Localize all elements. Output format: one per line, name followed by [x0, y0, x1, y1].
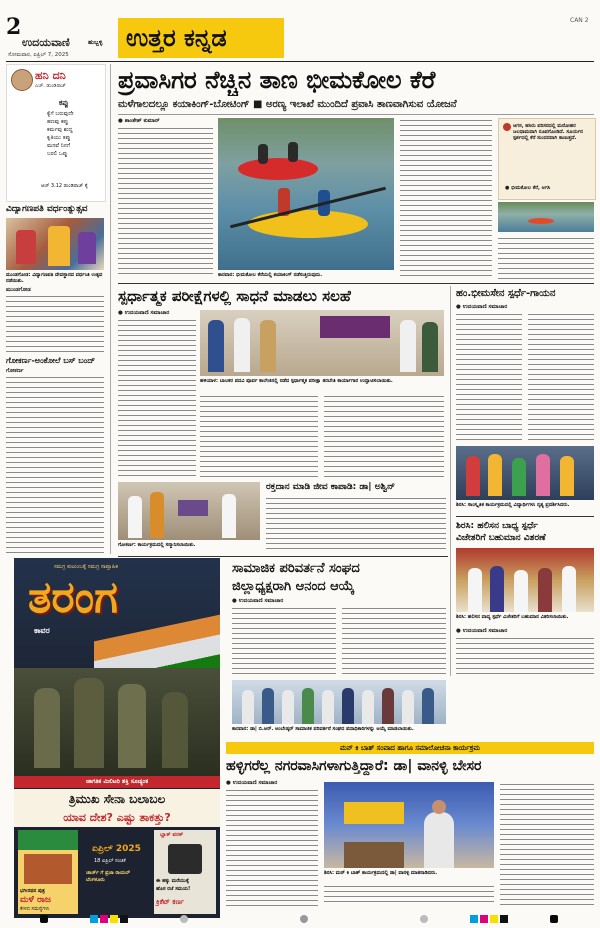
ad-left-title: ಮಳೆ ರಾಜ [20, 895, 51, 905]
social-group-photo [232, 680, 446, 724]
ad-right-label: ಬ್ಲಾಕ್ ವರಕ್ [160, 832, 184, 838]
social-caption: ಕಾರವಾರ: ಡಾ| ಬಿ.ಆರ್. ಅಂಬೇಡ್ಕರ್ ಸಾಮಾಜಿಕ ಪರಿವರ್ತನೆ ಸಂಘದ ಪದಾಧಿಕಾರಿಗಳನ್ನು ಆಯ್ಕೆ ಮಾಡಲಾಯಿತು. [232, 726, 414, 732]
blood-headline: ರಕ್ತದಾನ ಮಾಡಿ ಜೀವ ಕಾಪಾಡಿ: ಡಾ| ಅಶ್ವಿನ್ [266, 482, 396, 492]
lead-caption: ಕಾರವಾರ: ಭೀಮಕೋಲ ಕೆರೆಯಲ್ಲಿ ಕಯಾಕಿಂಗ್ ನಡೆಸುತ್ತಿರುವುದು. [218, 272, 323, 278]
ad-banner: ಜಾಗತಿಕ ಮಿಲಿಟರಿ ಶಕ್ತಿ ಸೂಚ್ಯಂಕ [14, 776, 220, 788]
edition-city: ಹುಬ್ಬಳ್ಳಿ [88, 39, 103, 46]
left-story1-body [6, 294, 104, 354]
mann-ki-baat-caption: ಶಿರಸಿ: ಮನ್ ಕಿ ಬಾತ್ ಕಾರ್ಯಕ್ರಮದಲ್ಲಿ ಡಾ| ವಾನಳ್ಳಿ ಮಾತನಾಡಿದರು. [324, 870, 438, 876]
honey-logo: ಹನಿ ದನಿ [35, 69, 66, 82]
exam-caption: ಹಳಿಯಾಳ: ಬಾಲಕರ ಪದವಿ ಪೂರ್ವ ಕಾಲೇಜಿನಲ್ಲಿ ನಡೆದ ಸ್ಪರ್ಧಾತ್ಮಕ ಪರೀಕ್ಷಾ ತರಬೇತಿ ಕಾರ್ಯಾಗಾರ ಉದ್ಘಾಟಿಸಲಾಯಿತು. [200, 378, 393, 384]
temple-photo [6, 218, 104, 270]
right1-body-col2 [528, 312, 594, 442]
right1-byline: ● ಉದಯವಾಣಿ ಸಮಾಚಾರ [456, 304, 508, 310]
exam-body-col2 [200, 394, 318, 478]
ad-right-text2: ಹೊಸ ರಜೆ ಸಮಯ! [156, 886, 191, 892]
gokarna-caption: ಗೋಕರ್ಣ: ಕಾರ್ಯಕ್ರಮದಲ್ಲಿ ಸನ್ಮಾನಿಸಲಾಯಿತು. [118, 542, 196, 548]
poem-line: ಕೃತಿಯು ತಪ್ಪು [47, 135, 71, 141]
newspaper-logo: ಉದಯವಾಣಿ [22, 36, 70, 49]
ad-issue-date: ಏಪ್ರಿಲ್ 2025 [92, 844, 141, 854]
masthead-rule [6, 61, 594, 62]
exam-headline: ಸ್ಪರ್ಧಾತ್ಮಕ ಪರೀಕ್ಷೆಗಳಲ್ಲಿ ಸಾಧನೆ ಮಾಡಲು ಸಲಹೆ [118, 287, 351, 305]
poet-avatar [11, 69, 33, 91]
speaker-photo [324, 782, 494, 868]
info-box-icon [503, 123, 511, 131]
right1-body-col1 [456, 312, 522, 442]
social-headline-2: ಜಿಲ್ಲಾಧ್ಯಕ್ಷರಾಗಿ ಆನಂದ ಆಯ್ಕೆ [232, 579, 355, 594]
right2-headline-2: ವಿಜೇತರಿಗೆ ಬಹುಮಾನ ವಿತರಣೆ [456, 533, 546, 543]
lead-body-col3 [498, 236, 594, 280]
left-story1-dateline: ಮುಂಡಗೋಡ [6, 287, 31, 293]
lead-body-col1 [118, 126, 213, 276]
right2-headline-1: ಶಿರಸಿ: ಹಲಿಸನ ಬಾಧ್ಯ ಸ್ಪರ್ಧೆ [456, 521, 538, 531]
ad-right-title: ಕ್ರಿಕೆಟ್ ಕರ್ಣ [156, 898, 185, 906]
social-body-col1 [232, 606, 336, 678]
exam-body-col1 [118, 318, 196, 478]
dance-caption: ಶಿರಸಿ: ಸಾಂಸ್ಕೃತಿಕ ಕಾರ್ಯಕ್ರಮದಲ್ಲಿ ವಿದ್ಯಾರ್ಥಿಗಳು ನೃತ್ಯ ಪ್ರದರ್ಶಿಸಿದರು. [456, 502, 570, 508]
mann-ki-baat-body-col2 [324, 884, 494, 906]
left-story2-headline: ಗೋಕರ್ಣ-ಅಂಕೋಲೆ ಬಸ್ ಬಂದ್ [6, 356, 95, 365]
lead-bottom-rule [118, 283, 594, 284]
lead-rule [118, 114, 594, 115]
issue-date: ಸೋಮವಾರ, ಏಪ್ರಿಲ್ 7, 2025 [8, 52, 69, 58]
social-body-col2 [342, 606, 446, 678]
ad-left-foot: ಕೇಳದ ಸಮಸ್ಯೆಗಳು [20, 906, 50, 912]
poem-line: ಕರ್ಮವು ಶುದ್ಧ [47, 127, 73, 133]
mann-ki-baat-headline: ಹಳ್ಳಿಗರೆಲ್ಲ ನಗರವಾಸಿಗಳಾಗುತ್ತಿದ್ದಾರೆ: ಡಾ| ವಾನಳ್ಳಿ ಬೇಸರ [226, 758, 482, 774]
poem-line: ಬರಲಿ ಒಪ್ಪು [47, 151, 68, 157]
page-tag: CAN 2 [570, 17, 589, 24]
poet-name: ಎಚ್. ಡುಂಡಿರಾಜ್ [35, 83, 66, 89]
right2-body [456, 636, 594, 674]
exam-body-col3 [324, 394, 444, 478]
prize-photo [456, 548, 594, 612]
exam-photo [200, 310, 444, 376]
page-number: 2 [6, 14, 22, 40]
blood-body [266, 496, 446, 550]
ad-subtitle: ಕಾವರ [34, 626, 50, 635]
mann-ki-baat-strip: ಮನ್ ಕಿ ಬಾತ್ ಸಂವಾದ ಹಾಗೂ ಸಮಾಲೋಚನಾ ಕಾರ್ಯಕ್ರಮ [226, 742, 594, 754]
ad-brand-logo: ತರಂಗ [28, 572, 118, 623]
social-headline-1: ಸಾಮಾಜಿಕ ಪರಿವರ್ತನೆ ಸಂಘದ [232, 561, 360, 576]
exam-byline: ● ಉದಯವಾಣಿ ಸಮಾಚಾರ [118, 310, 170, 316]
mann-ki-baat-body-col1 [226, 788, 318, 906]
gokarna-photo [118, 482, 260, 540]
column-divider [110, 64, 111, 554]
right2-byline: ● ಉದಯವಾಣಿ ಸಮಾಚಾರ [456, 628, 508, 634]
poem-line: ಮನವೆ ನಿನಗೆ [47, 143, 71, 149]
ad-tagline: ಸಮಗ್ರ ಕುಟುಂಬಕ್ಕೆ ಸಮಗ್ರ ಸಾಪ್ತಾಹಿಕ [54, 564, 118, 570]
taranga-ad[interactable] [14, 558, 220, 918]
lead-byline: ● ಶಾಂತೇಶ್ ಕುಮಾರ್ [118, 118, 160, 124]
mann-ki-baat-byline: ● ಉದಯವಾಣಿ ಸಮಾಚಾರ [226, 780, 278, 786]
lake-photo [498, 202, 594, 232]
section-title: ಉತ್ತರ ಕನ್ನಡ [126, 24, 227, 52]
prize-caption: ಶಿರಸಿ: ಹಲಿಸನ ವಾದ್ಯ ಸ್ಪರ್ಧೆ ವಿಜೇತರಿಗೆ ಬಹುಮಾನ ವಿತರಿಸಲಾಯಿತು. [456, 614, 569, 620]
ad-headline-2: ಯಾವ ದೇಶ? ಎಷ್ಟು ತಾಕತ್ತು? [14, 809, 220, 827]
social-byline: ● ಉದಯವಾಣಿ ಸಮಾಚಾರ [232, 598, 284, 604]
exam-bottom-rule [118, 556, 448, 557]
poem-signature: ಆಚ್ 3.12 ಡುಂಡಿರಾಜ್ ಕೈ [41, 183, 89, 189]
left-story2-dateline: ಗೋಕರ್ಣ [6, 368, 24, 374]
left-story1-caption: ಮುಂಡಗೋಡ: ವಿದ್ಯಾಗಣಪತಿ ದೇವಸ್ಥಾನದ ವರ್ಧಂತಿ ಉತ್ಸವ ನಡೆಯಿತು. [6, 272, 103, 284]
poem-line: ಹಣವು ಕಪ್ಪು [47, 119, 69, 125]
ad-right-text1: ಈ ಹಕ್ಕು ಮರೆಯುಕ್ಕೆ [156, 878, 189, 884]
poem-line: ಕ್ಯೆಗೆ ಬರುವುದೇ [47, 111, 74, 117]
ad-left-label: ಭಗೀರಥನ ಪುತ್ರ [20, 888, 45, 894]
lead-headline: ಪ್ರವಾಸಿಗರ ನೆಚ್ಚಿನ ತಾಣ ಭೀಮಕೋಲ ಕೆರೆ [118, 66, 436, 94]
left-story1-headline: ವಿದ್ಯಾಗಣಪತಿ ವರ್ಧಂತ್ಯುತ್ಸವ [6, 204, 88, 214]
mann-ki-baat-body-col3 [500, 782, 594, 906]
lead-body-col2 [400, 118, 492, 280]
lead-info-box [498, 118, 596, 200]
kayak-photo [218, 118, 394, 270]
honey-poem-box [6, 64, 106, 202]
info-box-text: ಆಗಸ, ಹಸಿರು ಪರಿಸರದಲ್ಲಿ ಮನೋಹರ ಜಲಧಾಮವಾಗಿ ರೂಪಗೊಂಡಿದೆ. ಸೂರ್ಯನ ಸ್ಪರ್ಶದಲ್ಲಿ ಕೆರೆ ಸುಂದರವಾಗಿ ಕಾಣುತ್ತದೆ. [513, 123, 583, 141]
soldiers-graphic [14, 668, 220, 778]
right-column-divider [450, 286, 451, 676]
registration-strip [0, 912, 600, 926]
dance-photo [456, 446, 594, 500]
right1-headline: ಹಂ.ಭೀಮಸೇನ ಸ್ಪರ್ಧೆ-ಗಾಯನ [456, 288, 556, 299]
ad-mid-note: ಜಾರ್ಜ್ ಗೆ ಪ್ರಜಾ ರಾಯಲ್ ಬೆಂಗಳೂರು [86, 870, 130, 883]
info-box-byline: ● ಭೀಮಕೋಲ ಕೆರೆ, ಅಗಸಿ [505, 185, 551, 191]
lead-subheadline: ಮಳೆಗಾಲದಲ್ಲೂ ಕಯಾಕಿಂಗ್-ಬೋಟಿಂಗ್ ■ ಅರಣ್ಯ ಇಲಾಖೆ ಮುಂದಿದೆ ಪ್ರವಾಸಿ ತಾಣವಾಗಿಸುವ ಯೋಜನೆ [118, 99, 457, 110]
poem-title: ಕಪ್ಪು [59, 99, 69, 107]
ad-issue-note: 18 ಏಪ್ರಿಲ್ ಸಂಚಿಕೆ [94, 858, 126, 864]
ad-headline-1: ತ್ರಿಮುಖ ಸೇನಾ ಬಲಾಬಲ [14, 789, 220, 809]
left-story2-body [6, 375, 104, 553]
right1-bottom-rule [456, 516, 594, 517]
